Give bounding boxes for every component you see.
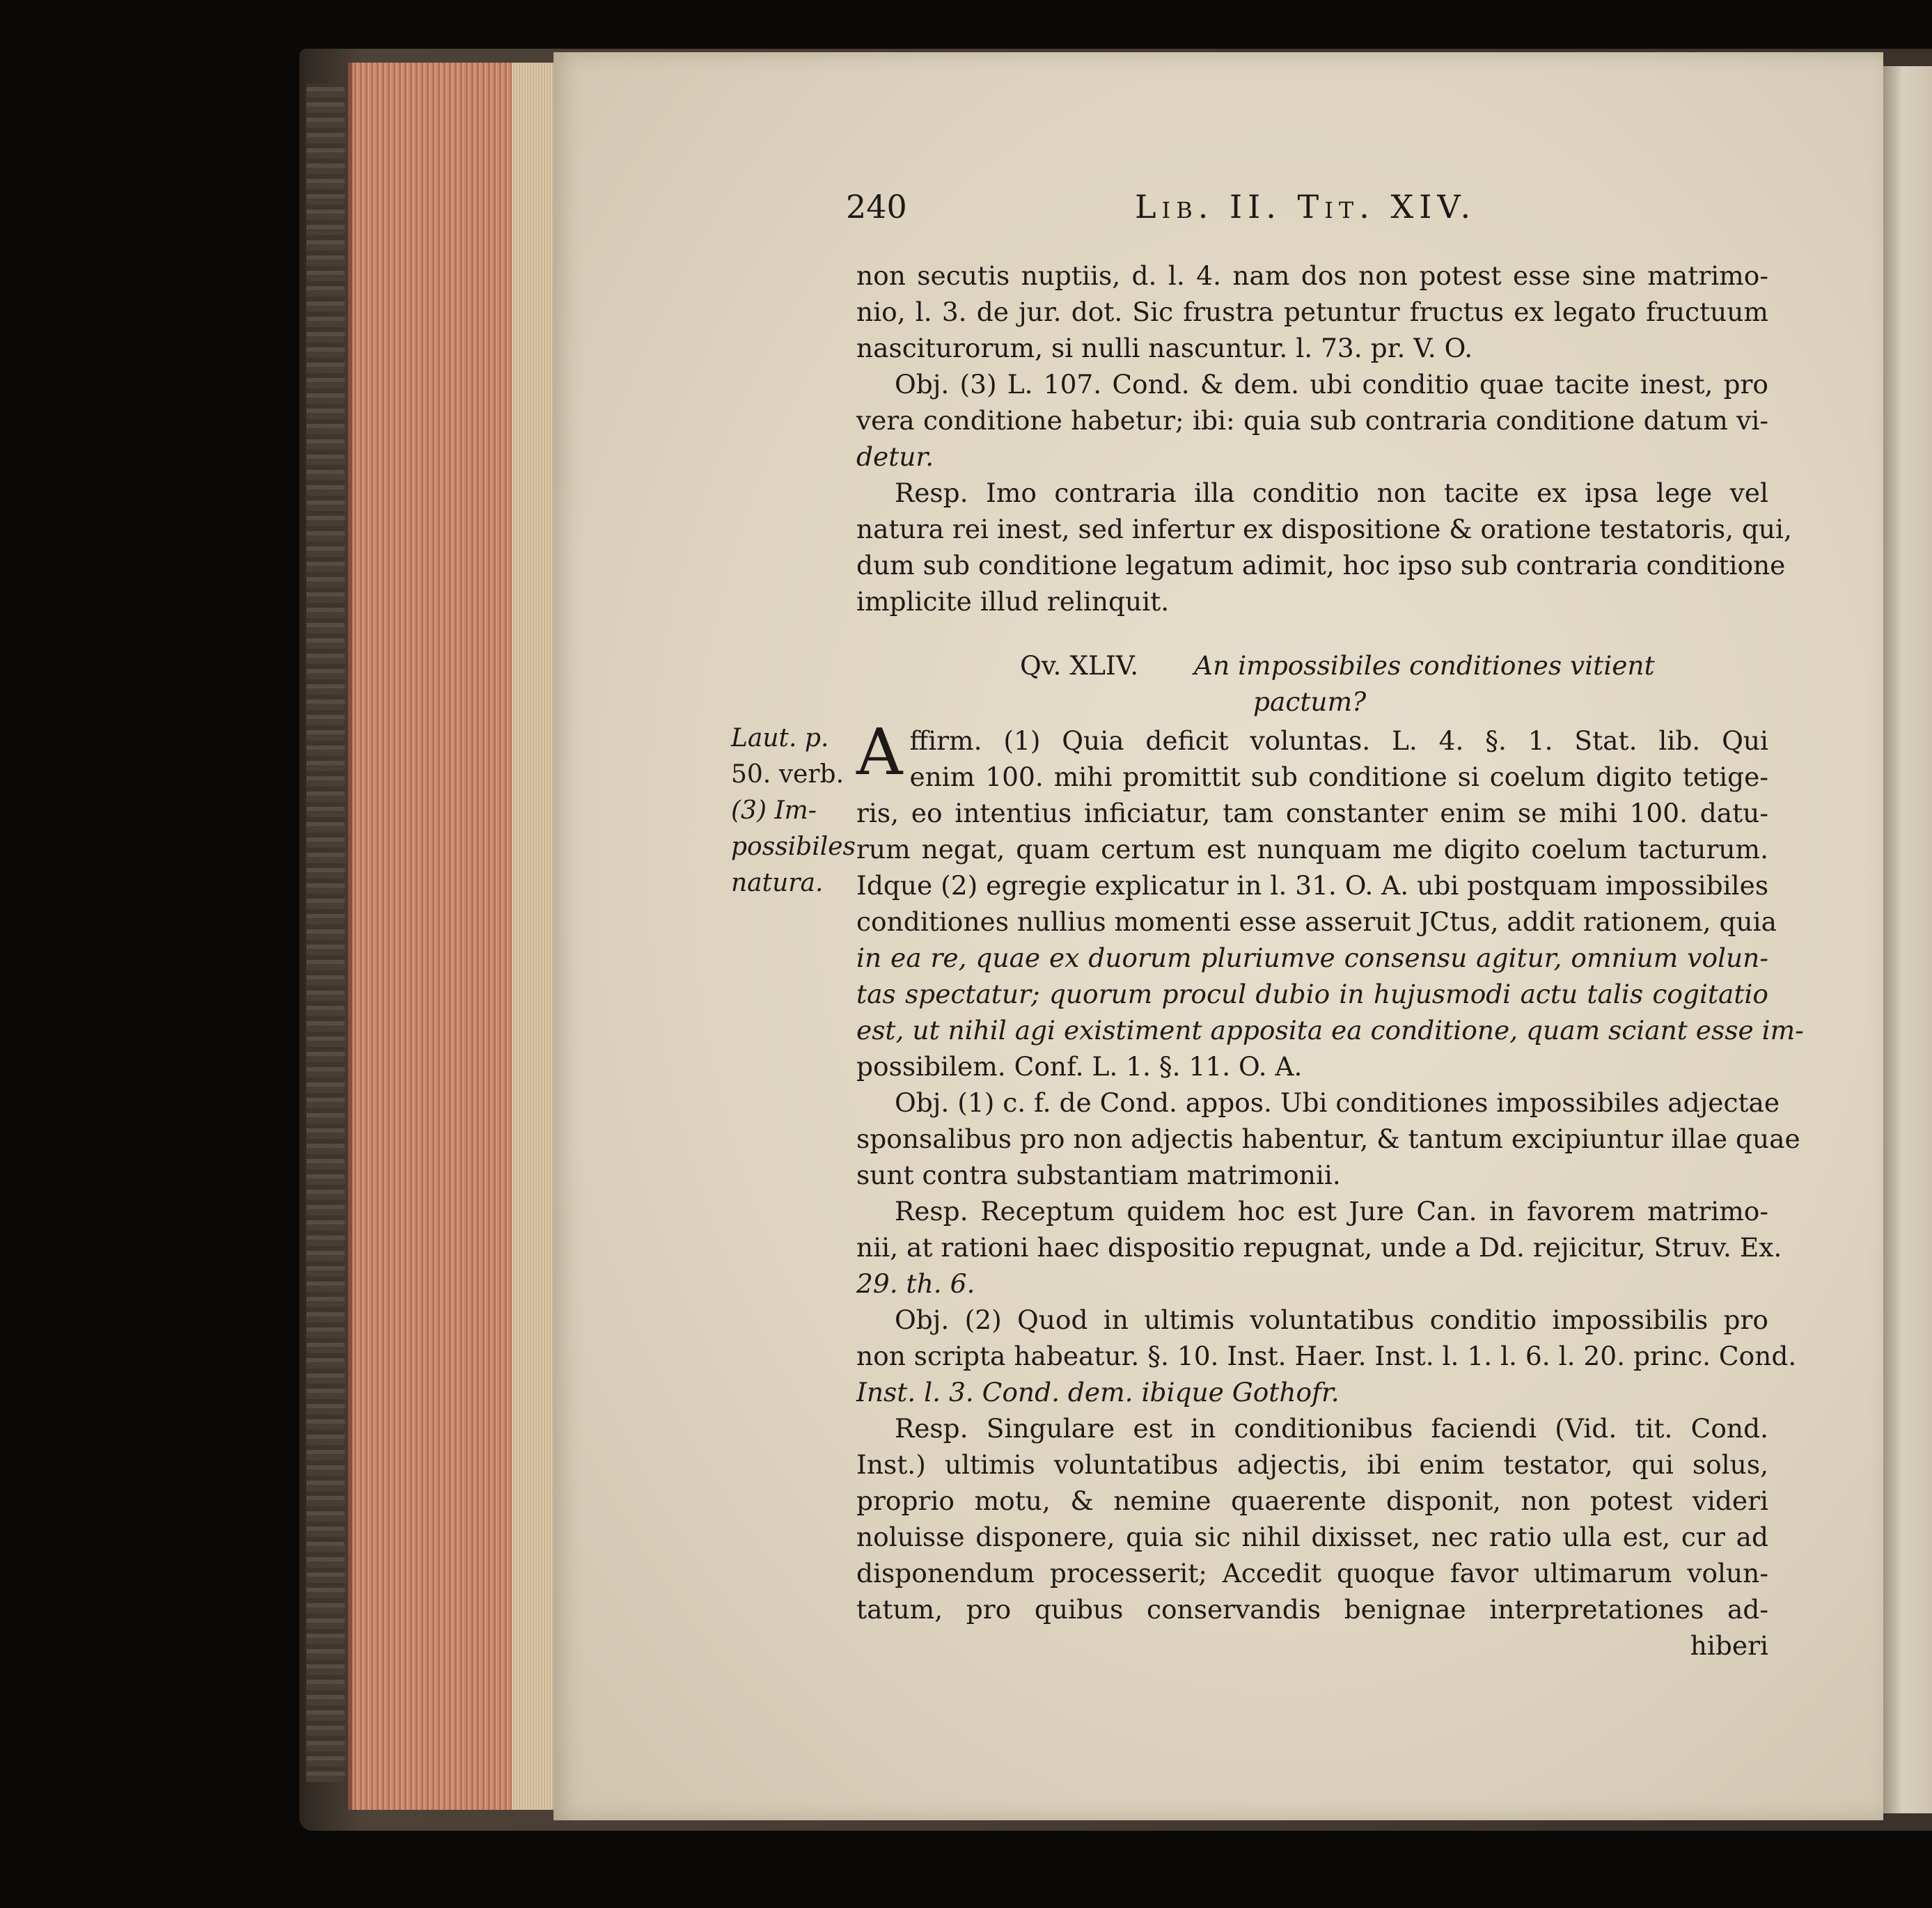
margin-line: Laut. p. (731, 724, 829, 752)
text-line: Obj. (1) c. f. de Cond. appos. Ubi conditiones impossibiles adjectae (895, 1087, 1780, 1118)
text-line: Obj. (3) L. 107. Cond. & dem. ubi conditio quae tacite inest, pro (895, 369, 1768, 400)
page-number: 240 (846, 188, 907, 226)
text-line: nii, at rationi haec dispositio repugnat, unde a Dd. rejicitur, Struv. Ex. (856, 1232, 1782, 1263)
text-line: dum sub conditione legatum adimit, hoc ipso sub contraria conditione (856, 550, 1786, 581)
text-line: implicite illud relinquit. (856, 586, 1170, 617)
text-line: rum negat, quam certum est nunquam me digito coelum tacturum. (856, 834, 1768, 865)
running-header (846, 188, 1765, 230)
question-title: An impossibiles conditiones vitient (1194, 650, 1655, 681)
cover-spine-texture (306, 84, 345, 1782)
margin-line: natura. (731, 869, 824, 897)
text-line: Resp. Imo contraria illa conditio non tacite ex ipsa lege vel (895, 478, 1768, 508)
text-line: Resp. Receptum quidem hoc est Jure Can. in favorem matrimo- (895, 1196, 1768, 1227)
text-line: natura rei inest, sed infertur ex dispositione & oratione testatoris, qui, (856, 514, 1792, 544)
text-line: proprio motu, & nemine quaerente disponit, non potest videri (856, 1485, 1768, 1516)
text-line: non secutis nuptiis, d. l. 4. nam dos non potest esse sine matrimo- (856, 260, 1768, 291)
text-line: Inst.) ultimis voluntatibus adjectis, ibi enim testator, qui solus, (856, 1449, 1768, 1480)
catchword: hiberi (1690, 1630, 1768, 1661)
text-line: vera conditione habetur; ibi: quia sub contraria conditione datum vi- (856, 405, 1768, 436)
text-line: ffirm. (1) Quia deficit voluntas. L. 4. §. 1. Stat. lib. Qui (909, 725, 1768, 756)
margin-line: possibiles (731, 833, 856, 861)
facing-page-edge (1883, 66, 1932, 1813)
margin-line: (3) Im- (731, 796, 817, 825)
margin-note (731, 720, 856, 901)
text-line: sponsalibus pro non adjectis habentur, & tantum excipiuntur illae quae (856, 1123, 1800, 1154)
text-line: Obj. (2) Quod in ultimis voluntatibus conditio impossibilis pro (895, 1304, 1768, 1335)
body-text (856, 258, 1804, 1664)
text-line: 29. th. 6. (856, 1268, 975, 1299)
question-title-line2: pactum? (1253, 686, 1367, 717)
text-line: enim 100. mihi promittit sub conditione si coelum digito tetige- (909, 762, 1768, 792)
text-line: Idque (2) egregie explicatur in l. 31. O. A. ubi postquam impossibiles (856, 870, 1769, 901)
text-line: in ea re, quae ex duorum pluriumve consensu agitur, omnium volun- (856, 943, 1768, 973)
text-line: nasciturorum, si nulli nascuntur. l. 73. pr. V. O. (856, 333, 1473, 363)
question-heading (856, 647, 1768, 684)
margin-line: 50. verb. (731, 760, 845, 789)
text-line: sunt contra substantiam matrimonii. (856, 1160, 1341, 1190)
text-line: Inst. l. 3. Cond. dem. ibique Gothofr. (856, 1377, 1340, 1408)
text-line: nio, l. 3. de jur. dot. Sic frustra petuntur fructus ex legato fructuum (856, 297, 1768, 327)
question-title-cont (856, 684, 1768, 723)
text-line: detur. (856, 441, 934, 472)
text-line: tas spectatur; quorum procul dubio in hujusmodi actu talis cogitatio (856, 979, 1768, 1009)
drop-cap: A (856, 715, 903, 789)
text-line: possibilem. Conf. L. 1. §. 11. O. A. (856, 1051, 1303, 1082)
text-line: est, ut nihil agi existiment apposita ea conditione, quam sciant esse im- (856, 1015, 1804, 1046)
question-number: Qv. XLIV. (1020, 650, 1139, 681)
text-line: non scripta habeatur. §. 10. Inst. Haer. Inst. l. 1. l. 6. l. 20. princ. Cond. (856, 1341, 1797, 1371)
text-line: disponendum processerit; Accedit quoque favor ultimarum volun- (856, 1558, 1768, 1588)
running-title: Lib. II. Tit. XIV. (1135, 188, 1477, 226)
text-line: noluisse disponere, quia sic nihil dixisset, nec ratio ulla est, cur ad (856, 1522, 1768, 1552)
text-line: ris, eo intentius inficiatur, tam constanter enim se mihi 100. datu- (856, 798, 1768, 828)
text-line: tatum, pro quibus conservandis benignae interpretationes ad- (856, 1594, 1768, 1625)
text-line: Resp. Singulare est in conditionibus faciendi (Vid. tit. Cond. (895, 1413, 1768, 1444)
text-line: conditiones nullius momenti esse asseruit JCtus, addit rationem, quia (856, 906, 1777, 937)
